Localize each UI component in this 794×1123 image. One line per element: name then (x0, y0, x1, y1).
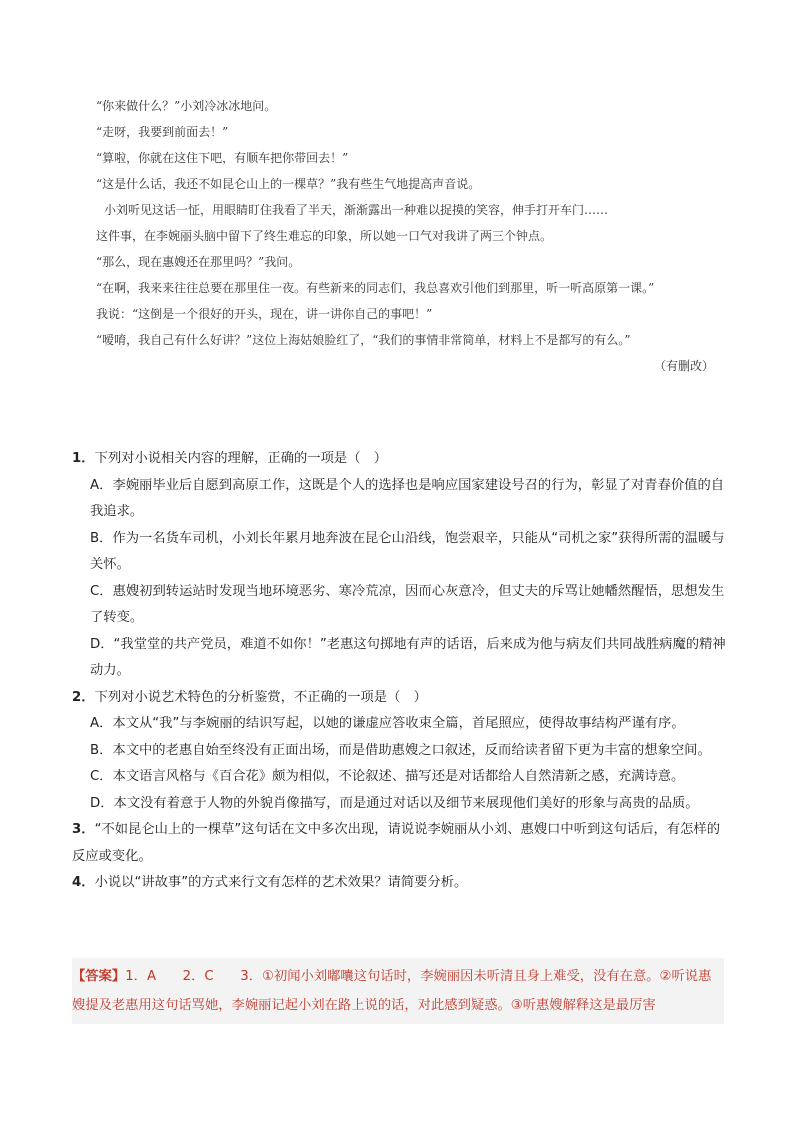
passage-paragraph: 这件事，在李婉丽头脑中留下了终生难忘的印象，所以她一口气对我讲了两三个钟点。 (96, 229, 553, 243)
passage-paragraph: “嗳唷，我自己有什么好讲？”这位上海姑娘脸红了，“我们的事情非常简单，材料上不是都写的有么。” (96, 333, 631, 347)
passage-paragraph: “算啦，你就在这住下吧，有顺车把你带回去！” (96, 151, 349, 165)
question-3 (72, 817, 727, 870)
passage-paragraph: 小刘听见这话一怔，用眼睛盯住我看了半天，渐渐露出一种难以捉摸的笑容，伸手打开车门…… (104, 203, 609, 217)
question-stem: 小说以“讲故事”的方式来行文有怎样的艺术效果？请简要分析。 (94, 875, 468, 890)
question-number: 3． (72, 822, 95, 837)
option-d: D．本文没有着意于人物的外貌肖像描写，而是通过对话以及细节来展现他们美好的形象与高贵的品质。 (90, 795, 699, 811)
option-d: D．“我堂堂的共产党员，难道不如你！”老惠这句掷地有声的话语，后来成为他与病友们共同战胜病魔的精神动力。 (90, 636, 726, 678)
passage-paragraph: “那么，现在惠嫂还在那里吗？”我问。 (96, 255, 301, 269)
question-4 (72, 870, 727, 897)
passage-paragraph: “在啊，我来来往往总要在那里住一夜。有些新来的同志们，我总喜欢引他们到那里，听一听高原第一课。” (96, 281, 655, 295)
passage-paragraph: “这是什么话，我还不如昆仑山上的一棵草？”我有些生气地提高声音说。 (96, 177, 481, 191)
answer-content: 1．A 2．C 3．①初闻小刘嘟囔这句话时，李婉丽因未听清且身上难受，没有在意。②听说惠嫂提及老惠用这句话骂她，李婉丽记起小刘在路上说的话，对此感到疑惑。③听惠嫂解释这是最厉害 (72, 969, 712, 1013)
option-b: B．作为一名货车司机，小刘长年累月地奔波在昆仑山沿线，饱尝艰辛，只能从“司机之家”获得所需的温暖与关怀。 (90, 530, 725, 572)
question-stem: 下列对小说艺术特色的分析鉴赏，不正确的一项是（ ） (94, 689, 427, 705)
option-b: B．本文中的老惠自始至终没有正面出场，而是借助惠嫂之口叙述，反而给读者留下更为丰富的想象空间。 (90, 742, 711, 758)
question-2 (72, 685, 727, 712)
answer-box (72, 958, 724, 1024)
option-a: A．本文从“我”与李婉丽的结识写起，以她的谦虚应答收束全篇，首尾照应，使得故事结构严谨有序。 (90, 716, 685, 731)
option-c: C．惠嫂初到转运站时发现当地环境恶劣、寒冷荒凉，因而心灰意冷，但丈夫的斥骂让她幡然醒悟，思想发生了转变。 (90, 583, 725, 625)
passage-paragraph: “走呀，我要到前面去！” (96, 125, 229, 139)
question-1 (72, 446, 727, 473)
story-excerpt (72, 93, 722, 379)
question-stem: “不如昆仑山上的一棵草”这句话在文中多次出现，请说说李婉丽从小刘、惠嫂口中听到这句话后，有怎样的反应或变化。 (72, 822, 720, 864)
question-number: 2． (72, 689, 95, 705)
question-number: 4． (72, 875, 95, 890)
option-a: A．李婉丽毕业后自愿到高原工作，这既是个人的选择也是响应国家建设号召的行为，彰显了对青春价值的自我追求。 (90, 477, 725, 519)
answer-text (72, 962, 724, 1020)
question-stem: 下列对小说相关内容的理解，正确的一项是（ ） (94, 451, 388, 466)
option-c: C．本文语言风格与《百合花》颇为相似，不论叙述、描写还是对话都给人自然清新之感，充满诗意。 (90, 769, 685, 784)
question-list (72, 446, 727, 897)
passage-paragraph: “你来做什么？”小刘冷冰冰地问。 (96, 99, 277, 113)
source-note: （有删改） (653, 359, 714, 373)
answer-label: 【答案】 (72, 969, 126, 984)
passage-paragraph: 我说：“这倒是一个很好的开头，现在，讲一讲你自己的事吧！” (96, 307, 433, 321)
question-number: 1． (72, 451, 95, 466)
